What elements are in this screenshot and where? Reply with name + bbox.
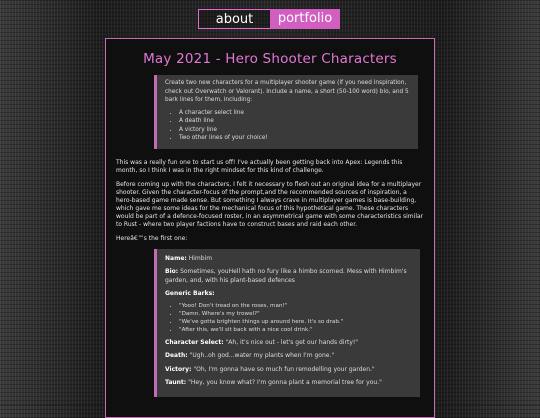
article-title: May 2021 - Hero Shooter Characters: [143, 51, 397, 67]
intro-paragraph: This was a really fun one to start us off! I've actually been getting back into Apex: Legends this month, so I think I was in the right mindset for this kind of challenge.: [116, 158, 403, 174]
select-line: "Ah, it's nice out - let's get our hands dirty!": [225, 338, 359, 346]
select-row: [165, 339, 412, 348]
death-row: [165, 352, 412, 361]
bark-item: • "After this, we'll sit back with a nice cool drink.": [179, 326, 412, 334]
prompt-item: • A victory line: [179, 126, 410, 135]
prompt-item: • Two other lines of your choice!: [179, 134, 410, 143]
victory-line: "Oh, I'm gonna have so much fun remodelling your garden.": [193, 365, 375, 373]
character-bio: Sometimes, youHell hath no fury like a himbo scorned. Mess with Himbim's garden, and, with his plant-based defences: [165, 268, 407, 284]
character-name: Himbim: [188, 254, 213, 262]
bark-item: • "Damn. Where's my trowel?": [179, 310, 412, 318]
name-row: [165, 255, 412, 264]
bark-item: • "We've gotta brighten things up around here. It's so drab.": [179, 318, 412, 326]
barks-heading: Generic Barks:: [165, 290, 215, 297]
victory-label: Victory:: [165, 365, 192, 373]
name-label: Name:: [165, 254, 187, 262]
nav-about-link[interactable]: about: [198, 9, 270, 29]
taunt-label: Taunt:: [165, 379, 187, 386]
death-label: Death:: [165, 352, 188, 359]
prompt-item: • A death line: [179, 117, 410, 126]
select-label: Character Select:: [165, 338, 224, 346]
taunt-row: [165, 379, 412, 388]
death-line: "Ugh..oh god...water my plants when I'm gone.": [189, 352, 335, 359]
victory-row: [165, 366, 412, 375]
bark-item: • "Yooo! Don't tread on the roses, man!": [179, 302, 412, 310]
taunt-line: "Hey, you know what? I'm gonna plant a memorial tree for you.": [188, 379, 382, 386]
character-card: [154, 249, 420, 397]
bio-row: [165, 268, 412, 285]
prompt-text: Create two new characters for a multiplayer shooter game (if you need inspiration, check out Overwatch or Valorant). Include a name, a short (50-100 word) bio, and 5 bark lines for them, including:: [165, 80, 409, 103]
concept-paragraph: Before coming up with the characters, I felt it necessary to flesh out an original idea for a multiplayer shooter. Given the character-focus of the prompt,and the recommended sources of inspiration, a hero-based game made sense. But something I always crave in multiplayer games is base-building, which gave me some ideas for the mechanical focus of this hypothetical game. These characters would be part of a defence-focused roster, in an asymmetrical game with some characteristics similar to Rust - where two player factions have to construct bases and raid each other.: [116, 180, 424, 228]
nav-portfolio-link[interactable]: portfolio: [270, 9, 340, 29]
prompt-list: [165, 109, 410, 143]
article-panel: [105, 38, 435, 418]
prompt-blockquote: [154, 75, 418, 149]
prompt-item: • A character select line: [179, 109, 410, 118]
first-character-intro: Hereâ€™s the first one:: [116, 234, 188, 242]
barks-list: [165, 302, 412, 334]
top-nav: [198, 9, 340, 29]
bio-label: Bio:: [165, 268, 179, 275]
